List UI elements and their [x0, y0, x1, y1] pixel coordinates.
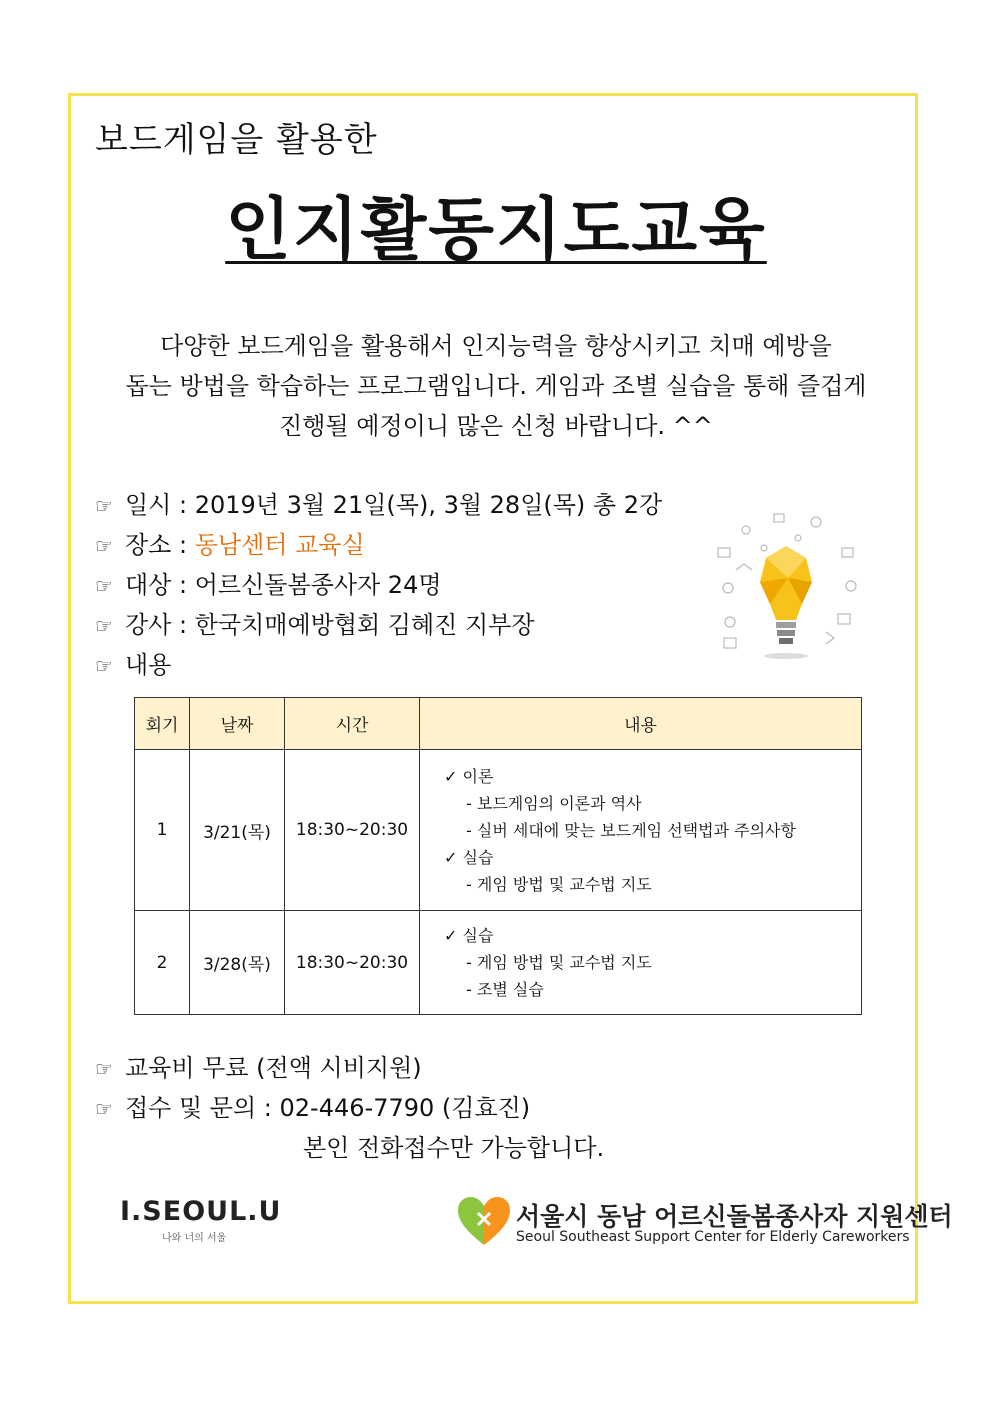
seoul-logo-tagline: 나와 너의 서울 [162, 1233, 227, 1244]
schedule-table [134, 697, 862, 1015]
pointing-hand-icon: ☞ [95, 614, 113, 638]
cell-content [420, 911, 862, 1015]
intro-line: 진행될 예정이니 많은 신청 바랍니다. ^^ [279, 412, 713, 440]
info-target: ☞ 대상 : 어르신돌봄종사자 24명 [95, 565, 662, 605]
center-name-english: Seoul Southeast Support Center for Elderly Careworkers [516, 1229, 910, 1245]
pointing-hand-icon: ☞ [95, 534, 113, 558]
cell-content [420, 750, 862, 911]
pointing-hand-icon: ☞ [95, 1097, 113, 1121]
info-date: ☞ 일시 : 2019년 3월 21일(목), 3월 28일(목) 총 2강 [95, 485, 662, 525]
sub-item: - 게임 방법 및 교수법 지도 [466, 874, 652, 894]
intro-line: 돕는 방법을 학습하는 프로그램입니다. 게임과 조별 실습을 통해 즐겁게 [125, 372, 867, 400]
intro-line: 다양한 보드게임을 활용해서 인지능력을 향상시키고 치매 예방을 [160, 332, 832, 360]
sub-item: - 실버 세대에 맞는 보드게임 선택법과 주의사항 [466, 820, 796, 840]
info-lecturer: ☞ 강사 : 한국치매예방협회 김혜진 지부장 [95, 605, 662, 645]
poster-subtitle: 보드게임을 활용한 [95, 120, 378, 160]
fee-line: ☞ 교육비 무료 (전액 시비지원) [95, 1048, 604, 1088]
seoul-logo-brand: I.SEOUL.U [120, 1196, 282, 1227]
sub-item: - 게임 방법 및 교수법 지도 [466, 953, 652, 972]
pointing-hand-icon: ☞ [95, 574, 113, 598]
poster-title: 인지활동지도교육 [225, 191, 767, 270]
header-time: 시간 [285, 698, 420, 750]
cell-session: 2 [135, 911, 190, 1015]
cell-date: 3/21(목) [190, 750, 285, 911]
sub-item: - 보드게임의 이론과 역사 [466, 793, 642, 813]
header-content: 내용 [420, 698, 862, 750]
table-row [135, 750, 862, 911]
header-date: 날짜 [190, 698, 285, 750]
sub-item: - 조별 실습 [466, 980, 544, 999]
footer-info [95, 1048, 604, 1168]
header-session: 회기 [135, 698, 190, 750]
cell-time: 18:30~20:30 [285, 750, 420, 911]
check-item: ✓ 실습 [444, 926, 494, 945]
contact-note: 본인 전화접수만 가능합니다. [303, 1134, 605, 1162]
place-value: 동남센터 교육실 [194, 531, 365, 559]
center-name-korean: 서울시 동남 어르신돌봄종사자 지원센터 [516, 1202, 953, 1231]
check-item: ✓ 이론 [444, 766, 494, 786]
info-place: ☞ 장소 : 동남센터 교육실 [95, 525, 662, 565]
lightbulb-illustration [706, 508, 866, 668]
pointing-hand-icon: ☞ [95, 1057, 113, 1081]
check-item: ✓ 실습 [444, 847, 494, 867]
contact-line: ☞ 접수 및 문의 : 02-446-7790 (김효진) [95, 1088, 604, 1128]
cell-time: 18:30~20:30 [285, 911, 420, 1015]
info-list [95, 485, 662, 685]
table-header-row [135, 698, 862, 750]
cell-date: 3/28(목) [190, 911, 285, 1015]
seoul-logo [120, 1196, 281, 1244]
heart-logo-icon [456, 1195, 512, 1247]
poster-title-wrap [0, 176, 992, 273]
info-content: ☞ 내용 [95, 645, 662, 685]
table-row [135, 911, 862, 1015]
pointing-hand-icon: ☞ [95, 494, 113, 518]
intro-text [100, 326, 892, 446]
pointing-hand-icon: ☞ [95, 654, 113, 678]
cell-session: 1 [135, 750, 190, 911]
